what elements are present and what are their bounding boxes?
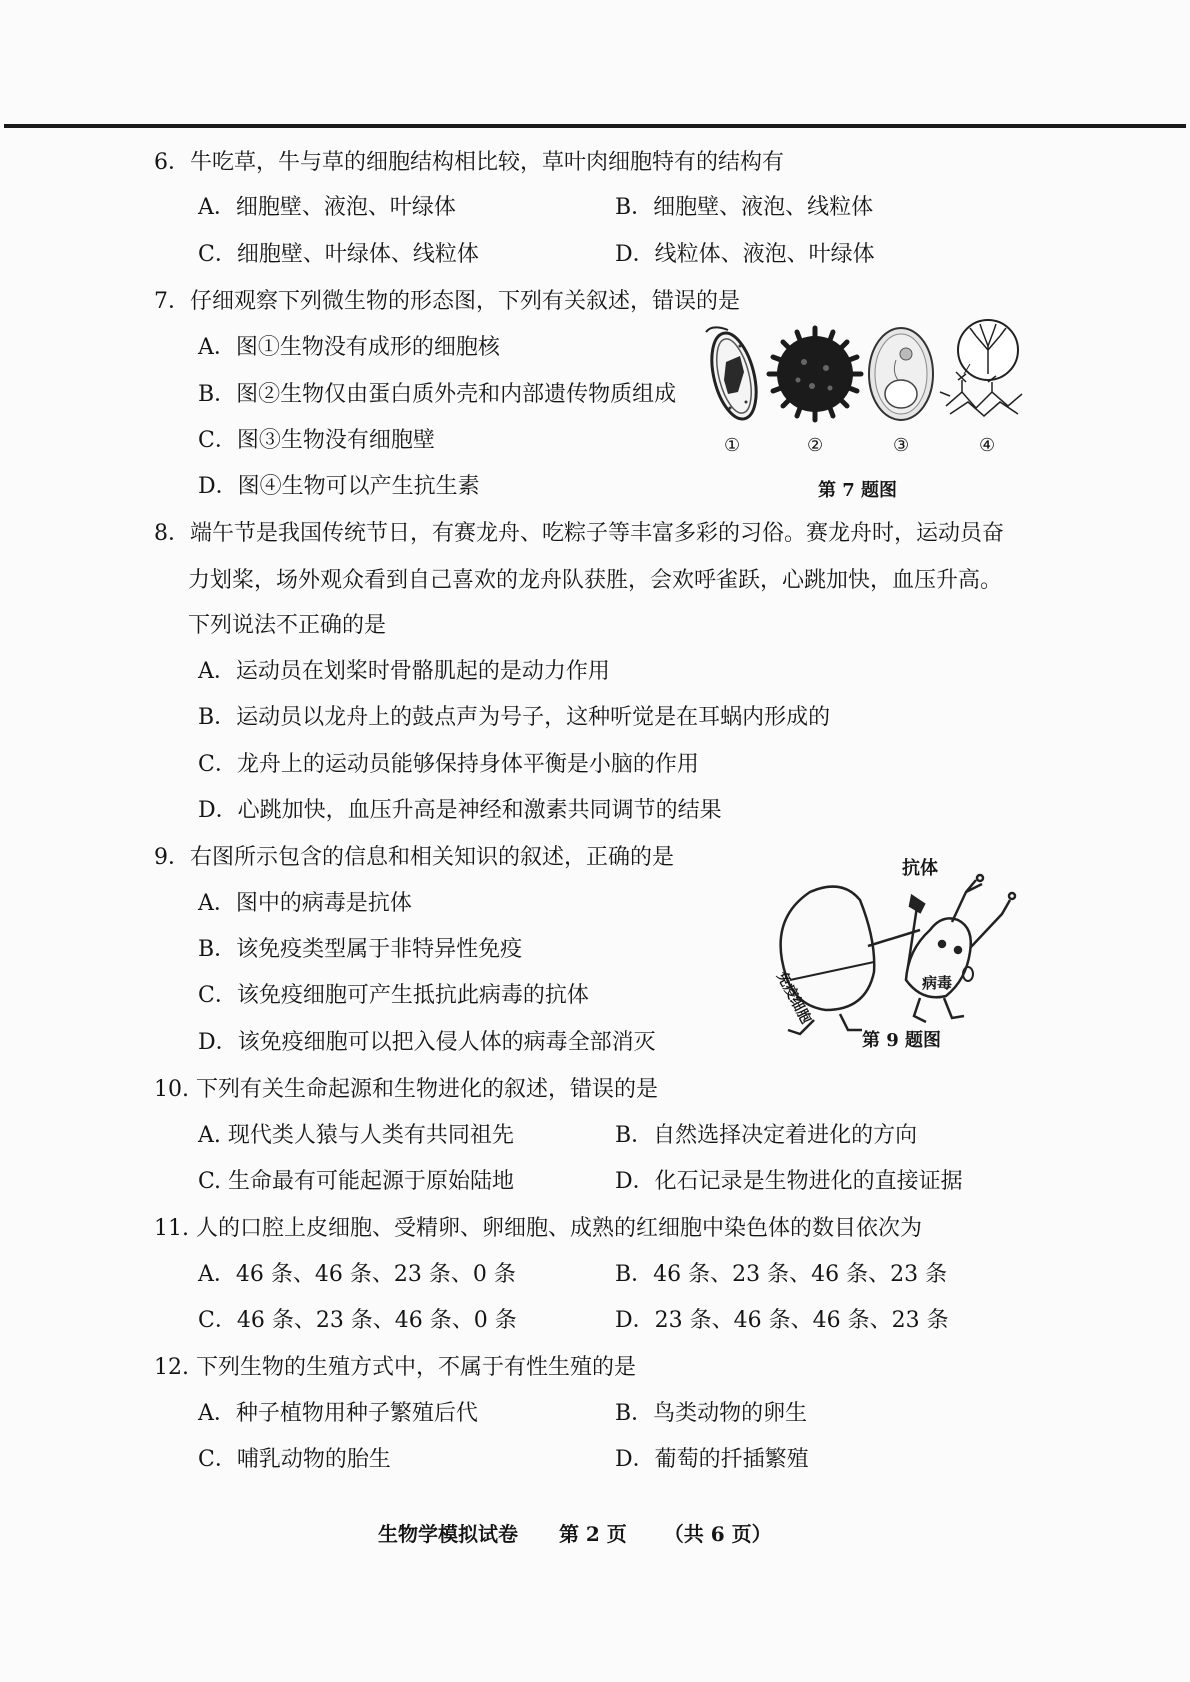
virus-figure [769,328,861,420]
q8-option-b: B．运动员以龙舟上的鼓点声为号子，这种听觉是在耳蜗内形成的 [198,705,831,730]
q10-option-b: B．自然选择决定着进化的方向 [615,1123,918,1148]
figure-7-caption: 第 7 题图 [818,480,898,501]
q11-option-c: C．46 条、23 条、46 条、0 条 [198,1308,517,1333]
question-12-stem: 12. 下列生物的生殖方式中，不属于有性生殖的是 [154,1355,636,1380]
penicillium-figure [940,320,1022,416]
q7-option-b: B．图②生物仅由蛋白质外壳和内部遗传物质组成 [198,382,677,407]
q9-option-a: A．图中的病毒是抗体 [198,891,412,916]
q10-option-d: D．化石记录是生物进化的直接证据 [615,1169,963,1194]
yeast-figure [869,328,933,420]
figure-7-label-1: ① [724,435,741,456]
figure-9-label-virus: 病毒 [922,974,953,992]
question-7-stem: 7．仔细观察下列微生物的形态图，下列有关叙述，错误的是 [154,289,740,314]
figure-7-label-2: ② [807,435,824,456]
question-8-stem-line-2: 力划桨，场外观众看到自己喜欢的龙舟队获胜，会欢呼雀跃，心跳加快，血压升高。 [188,568,1003,593]
q10-option-c: C. 生命最有可能起源于原始陆地 [198,1169,515,1194]
question-9-stem: 9．右图所示包含的信息和相关知识的叙述，正确的是 [154,845,674,870]
question-11-stem: 11. 人的口腔上皮细胞、受精卵、卵细胞、成熟的红细胞中染色体的数目依次为 [154,1216,922,1241]
q12-option-a: A．种子植物用种子繁殖后代 [198,1401,478,1426]
q9-option-c: C．该免疫细胞可产生抵抗此病毒的抗体 [198,983,589,1008]
q12-option-b: B．鸟类动物的卵生 [615,1401,808,1426]
q6-option-b: B．细胞壁、液泡、线粒体 [615,195,874,220]
q10-option-a: A. 现代类人猿与人类有共同祖先 [198,1123,514,1148]
q6-option-c: C．细胞壁、叶绿体、线粒体 [198,242,479,267]
q7-option-a: A．图①生物没有成形的细胞核 [198,335,500,360]
virus-character-figure [906,875,1015,1022]
q9-option-b: B．该免疫类型属于非特异性免疫 [198,937,523,962]
q8-option-a: A．运动员在划桨时骨骼肌起的是动力作用 [198,659,610,684]
figure-9-label-immune-cell: 免疫细胞 [773,969,814,1027]
page-footer [378,1518,772,1547]
q11-option-a: A．46 条、46 条、23 条、0 条 [198,1262,516,1287]
q6-option-a: A．细胞壁、液泡、叶绿体 [198,195,456,220]
q8-option-c: C．龙舟上的运动员能够保持身体平衡是小脑的作用 [198,752,699,777]
q11-option-d: D．23 条、46 条、46 条、23 条 [615,1308,949,1333]
q6-option-d: D．线粒体、液泡、叶绿体 [615,242,875,267]
q9-option-d: D．该免疫细胞可以把入侵人体的病毒全部消灭 [198,1030,656,1055]
footer-title: 生物学模拟试卷 [378,1522,518,1546]
footer-page-number: 第 2 页 [558,1522,627,1546]
footer-total-pages: （共 6 页） [663,1522,772,1546]
header-rule [4,124,1186,128]
figure-9-label-antibody: 抗体 [902,858,938,879]
question-8-stem-line-3: 下列说法不正确的是 [188,613,387,638]
q8-option-d: D．心跳加快，血压升高是神经和激素共同调节的结果 [198,798,722,823]
figure-7-microbes [700,322,1040,432]
figure-9-caption: 第 9 题图 [862,1030,942,1051]
figure-7-label-3: ③ [893,435,910,456]
q7-option-c: C．图③生物没有细胞壁 [198,428,435,453]
q12-option-c: C．哺乳动物的胎生 [198,1447,391,1472]
bacterium-figure [704,327,764,423]
question-8-stem-line-1: 8．端午节是我国传统节日，有赛龙舟、吃粽子等丰富多彩的习俗。赛龙舟时，运动员奋 [154,521,1004,546]
q12-option-d: D．葡萄的扦插繁殖 [615,1447,809,1472]
q11-option-b: B．46 条、23 条、46 条、23 条 [615,1262,948,1287]
figure-7-label-4: ④ [979,435,996,456]
q7-option-d: D．图④生物可以产生抗生素 [198,474,480,499]
question-6-stem: 6．牛吃草，牛与草的细胞结构相比较，草叶肉细胞特有的结构有 [154,150,784,175]
question-10-stem: 10. 下列有关生命起源和生物进化的叙述，错误的是 [154,1077,658,1102]
